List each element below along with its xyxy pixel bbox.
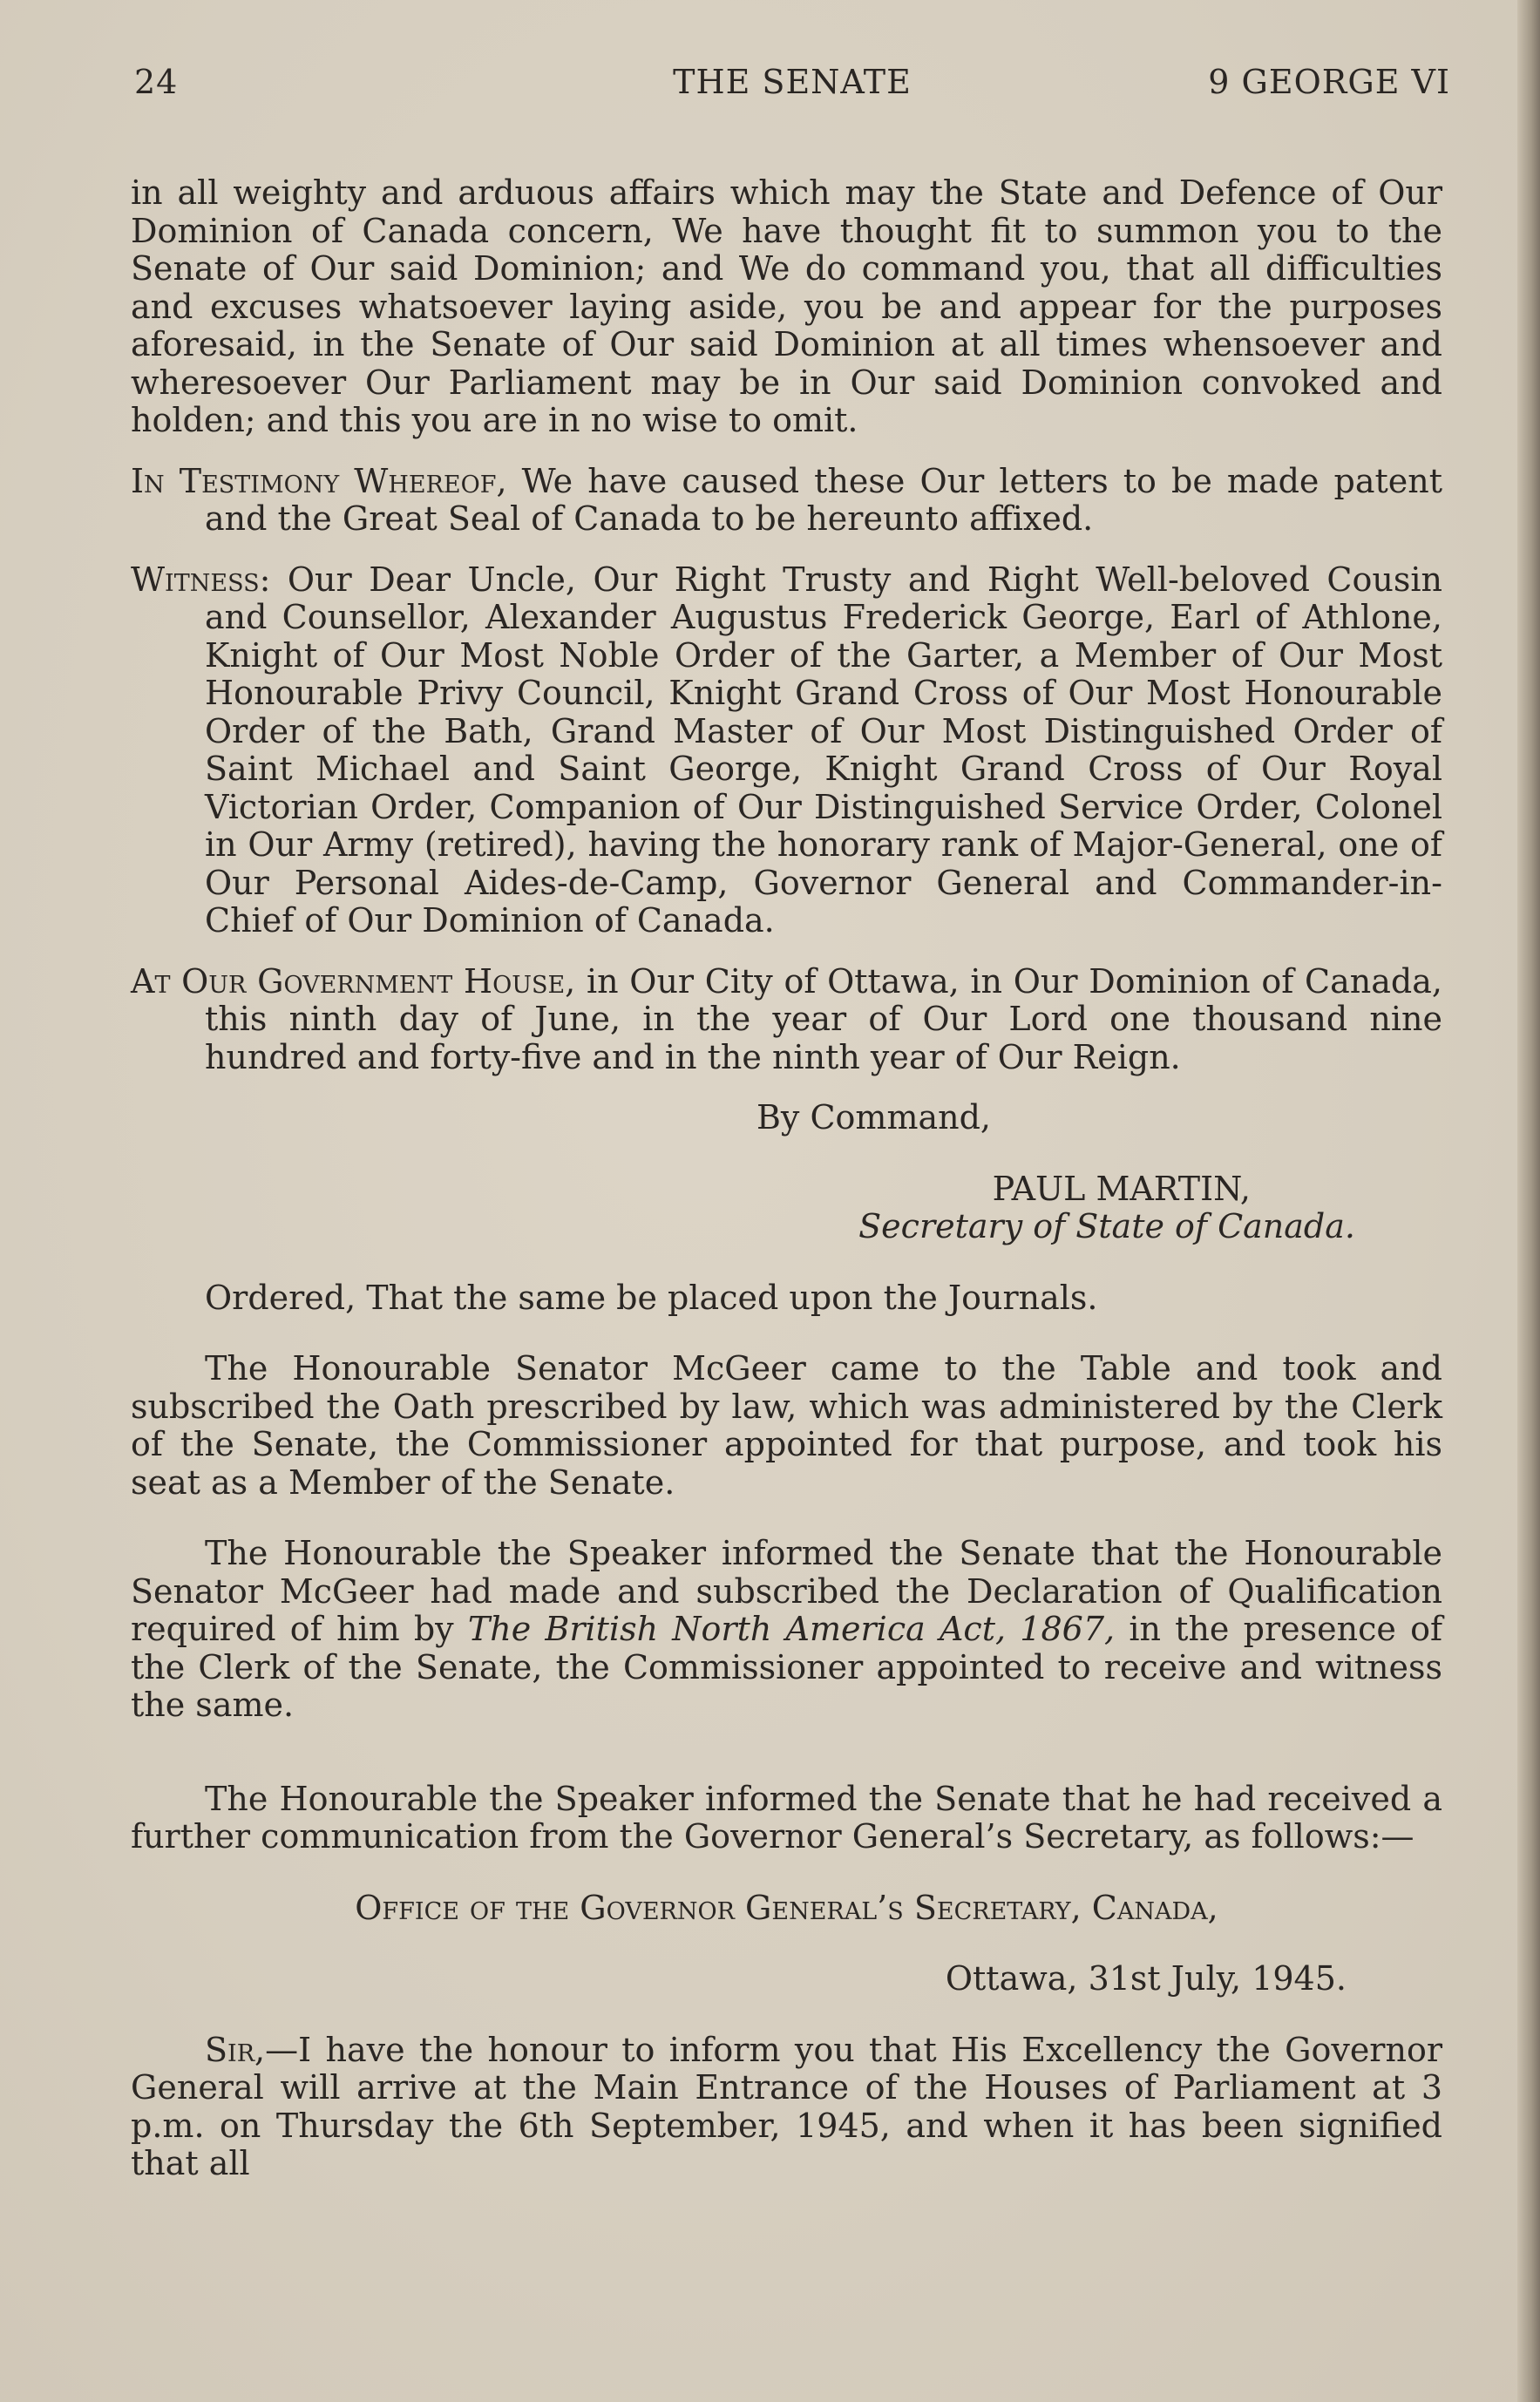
summons-continuation: in all weighty and arduous affairs which may the State and Defence of Our Dominion of Canada concern, We have thought fit to summon you to the Senate of Our said Dominion; and We do command you, that all difficulties and excuses whatsoever laying aside, you be and appear for the purposes aforesaid, in the Senate of Our said Dominion at all times whensoever and wheresoever Our Parliament may be in Our said Dominion convoked and holden; and this you are in no wise to omit. [131,173,1442,439]
government-house-paragraph [131,963,1442,1077]
mcgeer-oath-paragraph: The Honourable Senator McGeer came to the Table and took and subscribed the Oath prescribed by law, which was administered by the Clerk of the Senate, the Commissioner appointed for that purpose, and took his seat as a Member of the Senate. [131,1349,1442,1502]
header-regnal-year: 9 GEORGE VI [1208,63,1450,101]
sir-paragraph [131,2032,1442,2183]
at-text: in Our City of Ottawa, in Our Dominion of Canada, this ninth day of June, in the year of Our Lord one thousand nine hundred and forty-five and in the ninth year of Our Reign. [205,961,1442,1076]
date-line [131,1960,1442,1998]
act-title: The British North America Act, 1867, [467,1610,1116,1648]
speaker-communication-paragraph: The Honourable the Speaker informed the Senate that he had received a further communication from the Governor General’s Secretary, as follows:— [131,1779,1442,1856]
speaker-declaration-paragraph [131,1535,1442,1725]
ordered-paragraph: Ordered, That the same be placed upon the Journals. [205,1278,1098,1317]
signatory-name: PAUL MARTIN, [992,1169,1251,1208]
testimony-text: We have caused these Our letters to be made patent and the Great Seal of Canada to be hereunto affixed. [205,461,1442,538]
testimony-paragraph [131,463,1442,539]
office-heading: Office of the Governor General’s Secretary, Canada, [355,1888,1218,1927]
date-line-text: Ottawa, 31st July, 1945. [945,1959,1347,1998]
at-lead: At Our Government House, [131,961,576,1001]
sir-text: —I have the honour to inform you that His Excellency the Governor General will arrive at the Main Entrance of the Houses of Parliament at 3 p.m. on Thursday the 6th September, 1945, and when it has been signified that all [131,2030,1442,2182]
page-edge-shadow [1517,0,1540,2402]
witness-lead: Witness: [131,560,271,599]
page-number: 24 [134,63,179,101]
running-header [134,63,1450,115]
testimony-lead: In Testimony Whereof, [131,461,507,500]
signatory-title: Secretary of State of Canada. [858,1207,1355,1245]
by-command: By Command, [756,1098,992,1137]
speaker-declaration-a: The Honourable the Speaker informed the Senate that the Honourable Senator McGeer had made and subscribed the Declaration of Qualification required of him by [131,1534,1442,1648]
body-text [131,174,1442,2183]
sir-lead: Sir, [205,2030,266,2069]
header-title: THE SENATE [673,63,912,101]
witness-paragraph [131,561,1442,940]
witness-text: Our Dear Uncle, Our Right Trusty and Right Well-beloved Cousin and Counsellor, Alexander Augustus Frederick George, Earl of Athlone, Knight of Our Most Noble Order of the Garter, a Member of Our Most Honourable Privy Council, Knight Grand Cross of Our Most Honourable Order of the Bath, Grand Master of Our Most Distinguished Order of Saint Michael and Saint George, Knight Grand Cross of Our Royal Victorian Order, Companion of Our Distinguished Service Order, Colonel in Our Army (retired), having the honorary rank of Major-General, one of Our Personal Aides-de-Camp, Governor General and Commander-in-Chief of Our Dominion of Canada. [205,560,1442,940]
speaker-declaration-b: in the presence of the Clerk of the Senate, the Commissioner appointed to receive and witness the same. [131,1610,1443,1724]
